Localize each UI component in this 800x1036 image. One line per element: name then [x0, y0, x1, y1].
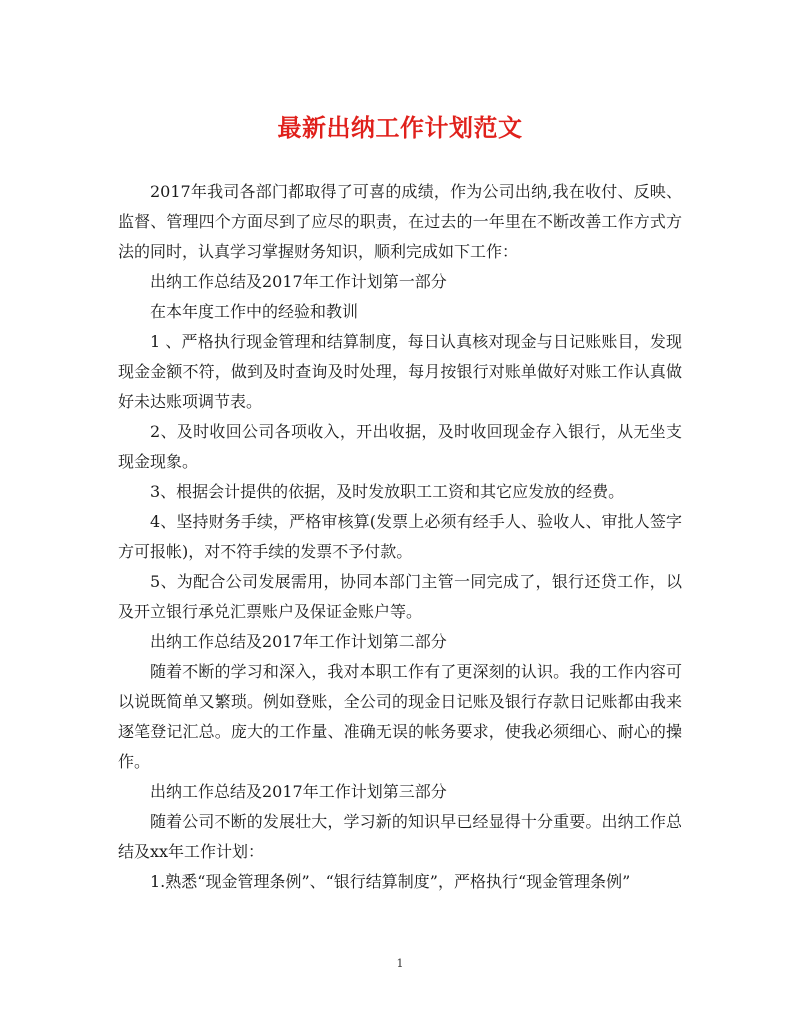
document-body — [118, 177, 682, 897]
section-heading-part-2: 出纳工作总结及2017年工作计划第二部分 — [150, 632, 447, 651]
document-title: 最新出纳工作计划范文 — [277, 113, 523, 142]
page-number: 1 — [396, 957, 404, 970]
list-item-1: 1 、严格执行现金管理和结算制度，每日认真核对现金与日记账账目，发现现金金额不符，做到及时查询及时处理，每月按银行对账单做好对账工作认真做好未达账项调节表。 — [118, 332, 682, 411]
list-item-4: 4、坚持财务手续，严格审核算(发票上必须有经手人、验收人、审批人签字方可报帐)，对不符手续的发票不予付款。 — [118, 512, 682, 561]
section-heading-part-1: 出纳工作总结及2017年工作计划第一部分 — [150, 272, 447, 291]
list-item-2: 2、及时收回公司各项收入，开出收据，及时收回现金存入银行，从无坐支现金现象。 — [118, 422, 682, 471]
list-item-3: 3、根据会计提供的依据，及时发放职工工资和其它应发放的经费。 — [150, 482, 625, 501]
part-3-paragraph: 随着公司不断的发展壮大，学习新的知识早已经显得十分重要。出纳工作总结及xx年工作计划： — [118, 812, 682, 861]
plan-item-1: 1.熟悉“现金管理条例”、“银行结算制度”，严格执行“现金管理条例” — [150, 872, 631, 891]
intro-paragraph: 2017年我司各部门都取得了可喜的成绩，作为公司出纳,我在收付、反映、监督、管理四个方面尽到了应尽的职责，在过去的一年里在不断改善工作方式方法的同时，认真学习掌握财务知识，顺利完成如下工作： — [118, 182, 682, 261]
section-heading-part-3: 出纳工作总结及2017年工作计划第三部分 — [150, 782, 447, 801]
part-2-paragraph: 随着不断的学习和深入，我对本职工作有了更深刻的认识。我的工作内容可以说既简单又繁琐。例如登账，全公司的现金日记账及银行存款日记账都由我来逐笔登记汇总。庞大的工作量、准确无误的帐务要求，使我必须细心、耐心的操作。 — [118, 662, 682, 771]
subheading-experience: 在本年度工作中的经验和教训 — [150, 302, 359, 321]
list-item-5: 5、为配合公司发展需用，协同本部门主管一同完成了，银行还贷工作，以及开立银行承兑汇票账户及保证金账户等。 — [118, 572, 682, 621]
